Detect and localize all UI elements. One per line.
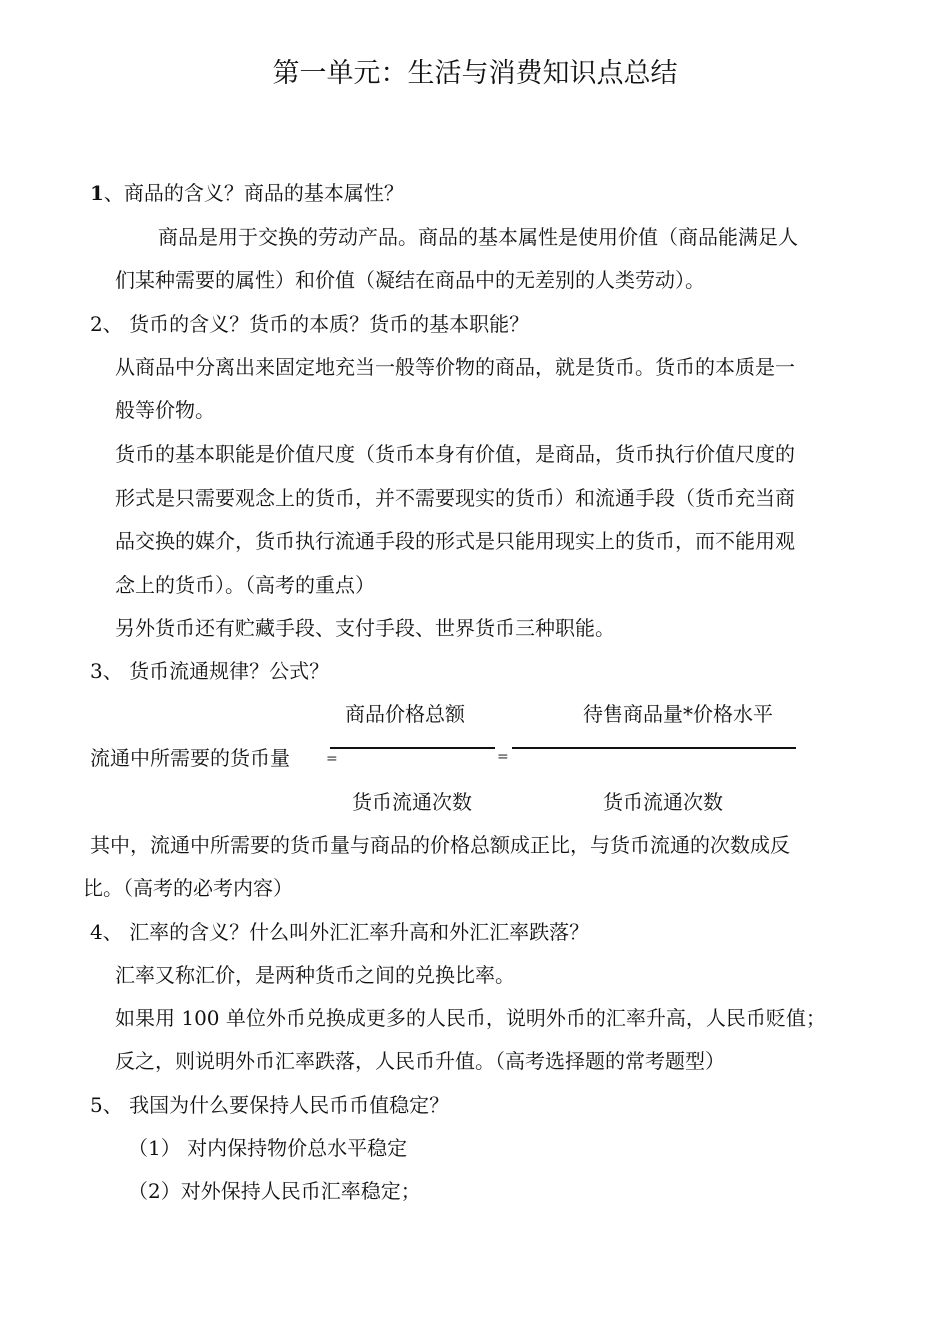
- section-3-heading: 3、 货币流通规律？公式？: [90, 659, 330, 683]
- section-2-heading: 2、 货币的含义？货币的本质？货币的基本职能？: [90, 312, 530, 336]
- section-1-heading-text: 商品的含义？商品的基本属性？: [123, 181, 404, 205]
- section-1-line-1: 商品是用于交换的劳动产品。商品的基本属性是使用价值（商品能满足人: [158, 225, 798, 249]
- section-3-line-1: 其中，流通中所需要的货币量与商品的价格总额成正比，与货币流通的次数成反: [90, 833, 790, 857]
- fraction-1-bar: [330, 747, 495, 749]
- section-1-sep: 、: [103, 181, 124, 205]
- section-2-line-6: 念上的货币）。（高考的重点）: [115, 573, 375, 597]
- section-5-heading: 5、 我国为什么要保持人民币币值稳定？: [90, 1093, 450, 1117]
- section-5-line-2: （2）对外保持人民币汇率稳定；: [128, 1179, 421, 1203]
- section-1-number: 1: [90, 181, 104, 205]
- fraction-2-bar: [512, 747, 796, 749]
- section-2-line-4: 形式是只需要观念上的货币，并不需要现实的货币）和流通手段（货币充当商: [115, 486, 795, 510]
- fraction-2-denominator: 货币流通次数: [603, 790, 723, 814]
- equals-sign-1: =: [326, 751, 338, 767]
- section-4-line-3: 反之，则说明外币汇率跌落，人民币升值。（高考选择题的常考题型）: [115, 1049, 725, 1073]
- section-4-line-1: 汇率又称汇价，是两种货币之间的兑换比率。: [115, 963, 515, 987]
- section-4-line-2: 如果用 100 单位外币兑换成更多的人民币，说明外币的汇率升高，人民币贬值；: [115, 1006, 826, 1030]
- fraction-1-numerator: 商品价格总额: [345, 702, 465, 726]
- section-5-line-1: （1） 对内保持物价总水平稳定: [128, 1136, 408, 1160]
- section-3-line-2: 比。（高考的必考内容）: [83, 876, 293, 900]
- fraction-1-denominator: 货币流通次数: [352, 790, 472, 814]
- equals-sign-2: =: [497, 749, 509, 765]
- section-1-line-2: 们某种需要的属性）和价值（凝结在商品中的无差别的人类劳动）。: [115, 268, 705, 292]
- page-title: 第一单元：生活与消费知识点总结: [272, 58, 678, 89]
- formula-lhs: 流通中所需要的货币量: [90, 746, 290, 770]
- section-2-line-2: 般等价物。: [115, 398, 215, 422]
- section-2-line-7: 另外货币还有贮藏手段、支付手段、世界货币三种职能。: [115, 616, 615, 640]
- section-2-line-1: 从商品中分离出来固定地充当一般等价物的商品，就是货币。货币的本质是一: [115, 355, 795, 379]
- fraction-2-numerator: 待售商品量*价格水平: [583, 702, 773, 726]
- section-1-heading: [90, 181, 404, 205]
- section-2-line-5: 品交换的媒介，货币执行流通手段的形式是只能用现实上的货币，而不能用观: [115, 529, 795, 553]
- section-4-heading: 4、 汇率的含义？什么叫外汇汇率升高和外汇汇率跌落？: [90, 920, 590, 944]
- section-2-line-3: 货币的基本职能是价值尺度（货币本身有价值，是商品，货币执行价值尺度的: [115, 442, 795, 466]
